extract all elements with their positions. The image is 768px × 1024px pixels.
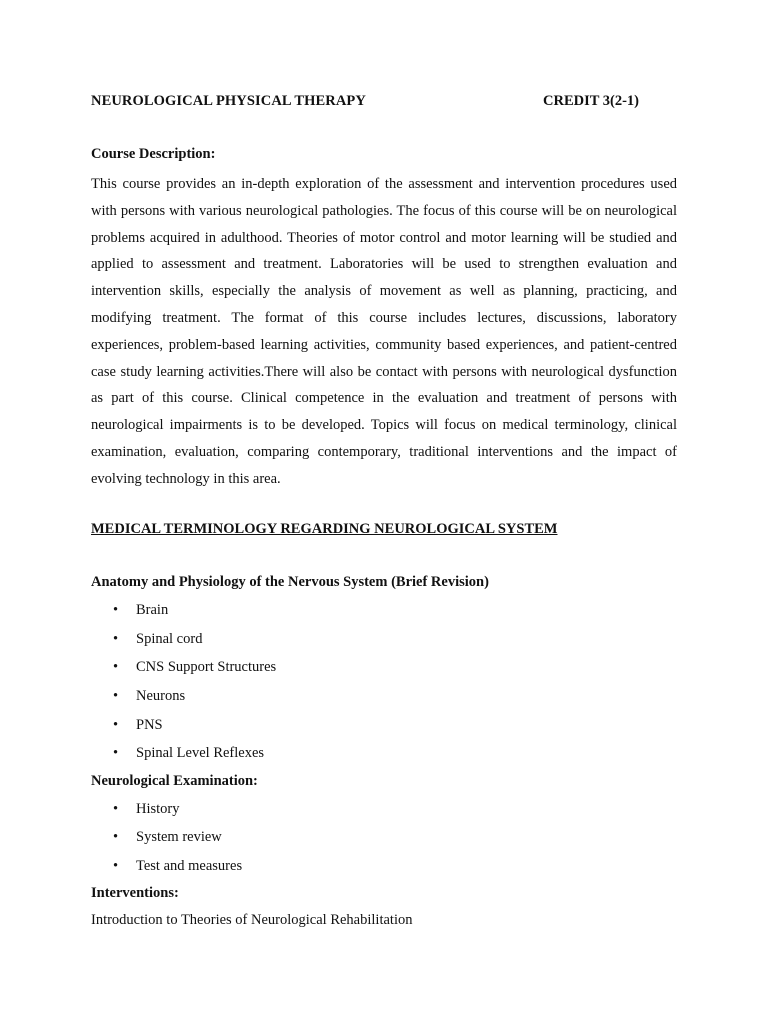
title-row: [91, 93, 651, 113]
bullet-icon: •: [113, 858, 119, 874]
list-item-label: CNS Support Structures: [136, 659, 277, 675]
list-item: [113, 717, 163, 737]
bullet-icon: •: [113, 801, 119, 817]
list-item-label: Spinal cord: [136, 631, 203, 647]
bullet-icon: •: [113, 602, 119, 618]
medical-terminology-heading: MEDICAL TERMINOLOGY REGARDING NEUROLOGICAL SYSTEM: [91, 521, 558, 537]
bullet-icon: •: [113, 659, 119, 675]
interventions-heading: Interventions:: [91, 885, 179, 901]
credit-label: CREDIT 3(2-1): [543, 93, 639, 109]
bullet-icon: •: [113, 829, 119, 845]
course-description-body: This course provides an in-depth exploration of the assessment and intervention procedures used with persons with various neurological pathologies. The focus of this course will be on neurological problems acquired in adulthood. Theories of motor control and motor learning will be studied and applied to assessment and treatment. Laboratories will be used to strengthen evaluation and intervention skills, especially the analysis of movement as well as planning, practicing, and modifying treatment. The format of this course includes lectures, discussions, laboratory experiences, problem-based learning activities, community based experiences, and patient-centred case study learning activities.There will also be contact with persons with neurological dysfunction as part of this course. Clinical competence in the evaluation and treatment of persons with neurological impairments is to be developed. Topics will focus on medical terminology, clinical examination, evaluation, comparing contemporary, traditional interventions and the impact of evolving technology in this area.: [91, 176, 677, 487]
list-item: [113, 829, 222, 849]
bullet-icon: •: [113, 631, 119, 647]
list-item: [113, 801, 180, 821]
list-item-label: Neurons: [136, 688, 186, 704]
list-item: [113, 858, 242, 878]
bullet-icon: •: [113, 717, 119, 733]
list-item-label: Test and measures: [136, 858, 243, 874]
bullet-icon: •: [113, 688, 119, 704]
list-item-label: Brain: [136, 602, 169, 618]
bullet-icon: •: [113, 745, 119, 761]
anatomy-heading: Anatomy and Physiology of the Nervous System (Brief Revision): [91, 574, 489, 590]
course-title: NEUROLOGICAL PHYSICAL THERAPY: [91, 93, 366, 109]
list-item-label: PNS: [136, 717, 163, 733]
list-item: [113, 631, 202, 651]
list-item: [113, 659, 276, 679]
list-item-label: Spinal Level Reflexes: [136, 745, 265, 761]
list-item-label: System review: [136, 829, 222, 845]
list-item-label: History: [136, 801, 180, 817]
interventions-line: Introduction to Theories of Neurological Rehabilitation: [91, 912, 413, 928]
neurological-examination-heading: Neurological Examination:: [91, 773, 258, 789]
list-item: [113, 745, 264, 765]
course-description-heading: Course Description:: [91, 146, 216, 162]
list-item: [113, 602, 168, 622]
list-item: [113, 688, 185, 708]
